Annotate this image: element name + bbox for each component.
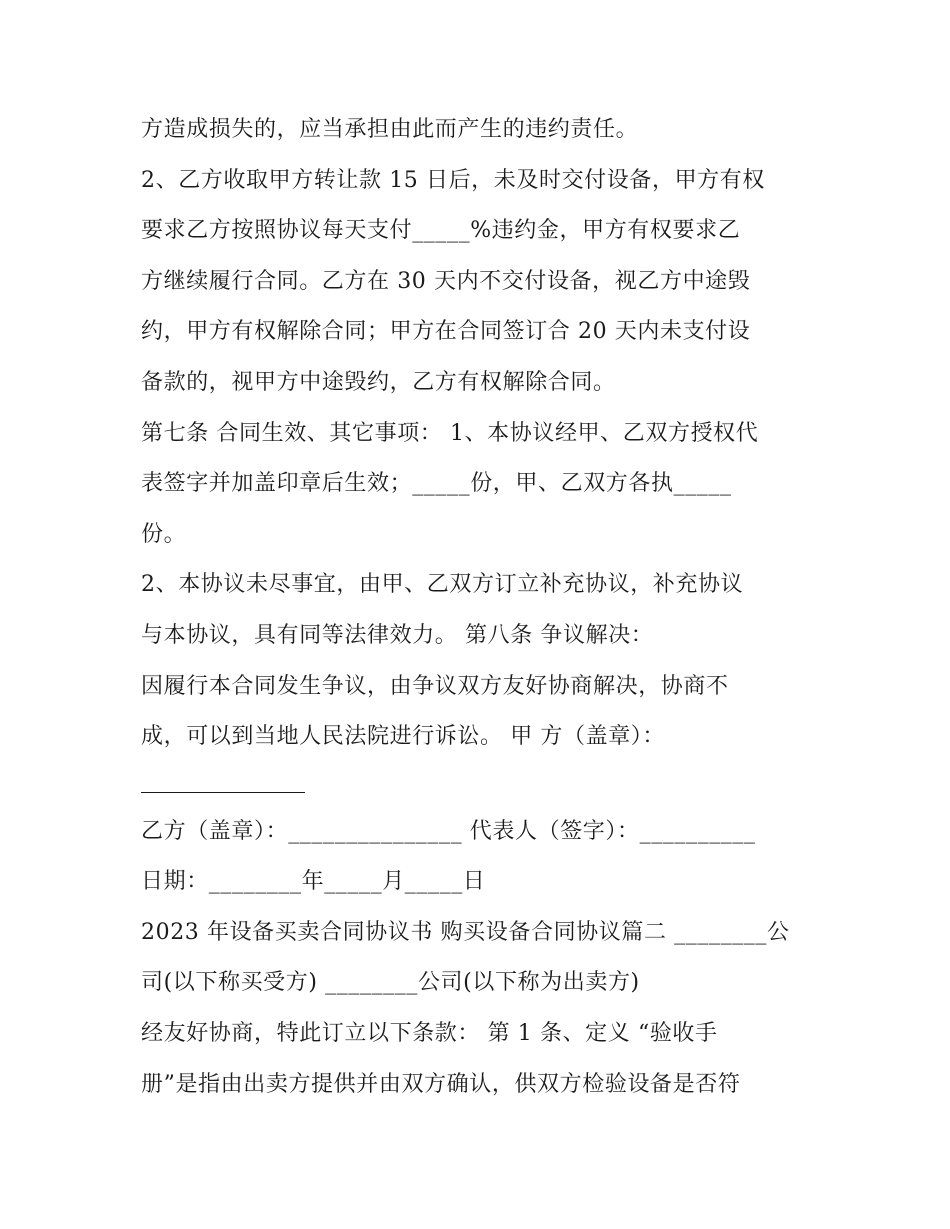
text-line: 第七条 合同生效、其它事项： 1、本协议经甲、乙双方授权代 <box>141 421 759 446</box>
text-line: 经友好协商，特此订立以下条款： 第 1 条、定义 “验收手 <box>141 1021 718 1046</box>
text-line: 日期：________年_____月_____日 <box>141 869 486 894</box>
text-line: 约，甲方有权解除合同；甲方在合同签订合 20 天内未支付设 <box>141 319 751 344</box>
text-line: 份。 <box>141 522 187 547</box>
text-line: 方造成损失的，应当承担由此而产生的违约责任。 <box>141 117 639 142</box>
text-line: 成，可以到当地人民法院进行诉讼。 甲 方（盖章）： <box>141 724 665 749</box>
text-line: 2、乙方收取甲方转让款 15 日后，未及时交付设备，甲方有权 <box>141 168 765 193</box>
text-line: 表签字并加盖印章后生效；_____份，甲、乙双方各执_____ <box>141 471 732 496</box>
text-line: 司(以下称买受方) ________公司(以下称为出卖方) <box>141 970 640 995</box>
text-line: 2023 年设备买卖合同协议书 购买设备合同协议篇二 ________公 <box>141 920 790 945</box>
text-line: 因履行本合同发生争议，由争议双方友好协商解决，协商不 <box>141 674 729 699</box>
text-line: 乙方（盖章）：_______________ 代表人（签字）：__________ <box>141 819 756 844</box>
text-line: 2、本协议未尽事宜，由甲、乙双方订立补充协议，补充协议 <box>141 572 744 597</box>
text-line: 备款的，视甲方中途毁约，乙方有权解除合同。 <box>141 370 616 395</box>
text-line: 册”是指由出卖方提供并由双方确认，供双方检验设备是否符 <box>141 1072 741 1097</box>
text-line: 要求乙方按照协议每天支付_____%违约金，甲方有权要求乙 <box>141 218 741 243</box>
text-line: 与本协议，具有同等法律效力。 第八条 争议解决： <box>141 623 654 648</box>
signature-blank-line <box>141 792 305 793</box>
text-line: 方继续履行合同。乙方在 30 天内不交付设备，视乙方中途毁 <box>141 269 751 294</box>
